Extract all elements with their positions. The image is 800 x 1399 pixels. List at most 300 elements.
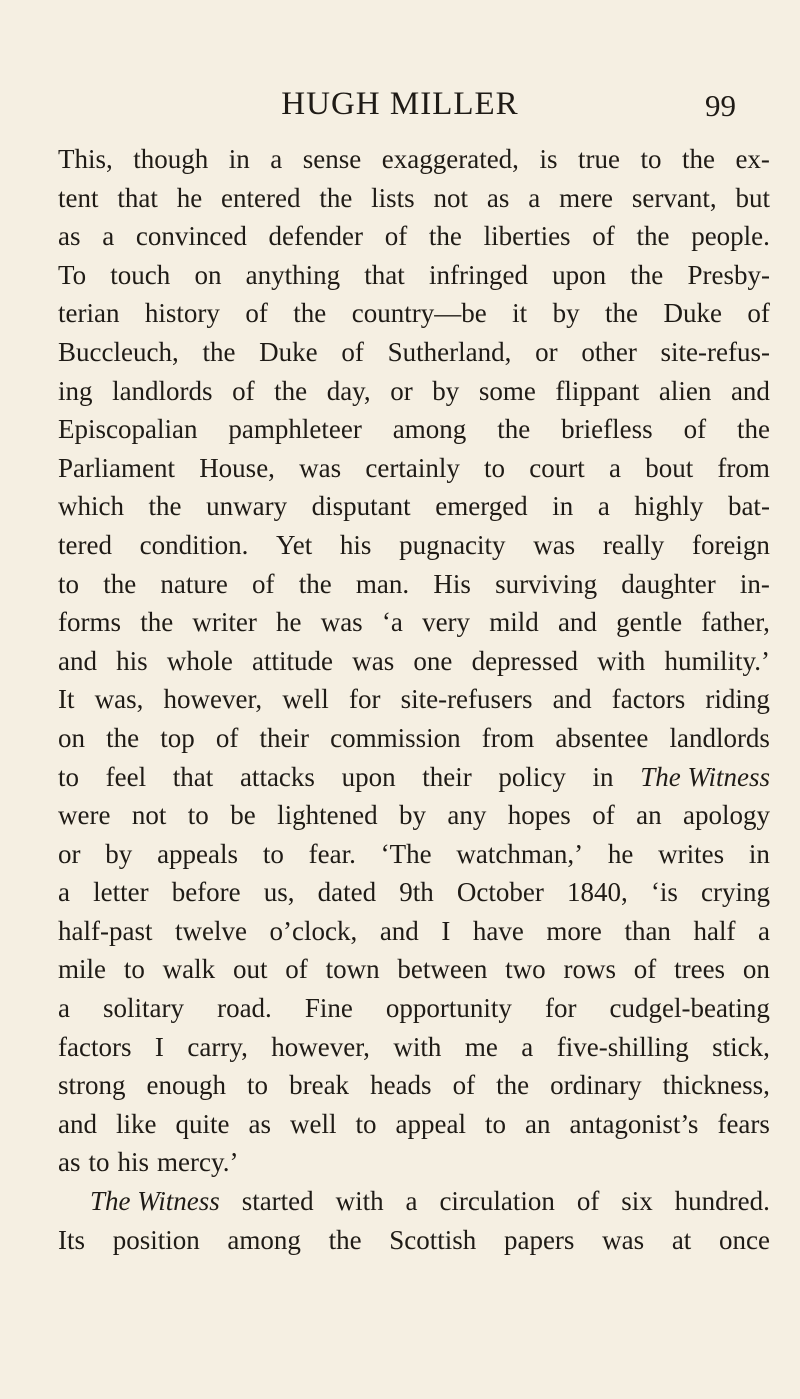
word: his — [339, 529, 372, 560]
word: flippant — [555, 375, 640, 406]
word: was — [320, 607, 363, 638]
word: a — [521, 1031, 534, 1062]
word: The Witness — [640, 761, 770, 792]
text-line — [58, 1143, 770, 1182]
text-line — [58, 372, 770, 411]
word: servant, — [631, 182, 717, 213]
word: a — [758, 915, 770, 946]
word: the — [496, 1070, 530, 1101]
word: in — [228, 144, 250, 174]
word: as — [58, 221, 81, 252]
word: for — [544, 993, 577, 1024]
word: riding — [705, 684, 770, 715]
word: carry, — [187, 1031, 248, 1062]
text-line — [58, 333, 770, 372]
word: father, — [701, 607, 770, 638]
word: on — [58, 722, 85, 753]
word: to — [247, 1070, 269, 1101]
word: he — [276, 607, 302, 638]
word: he — [607, 838, 634, 869]
word: gentle — [616, 607, 683, 638]
word: to — [484, 452, 506, 483]
word: or — [58, 838, 81, 869]
word: His — [433, 568, 471, 599]
word: disputant — [311, 491, 411, 522]
word: road. — [217, 993, 272, 1024]
text-line — [58, 526, 770, 565]
word: antagonist’s — [569, 1108, 699, 1139]
word: cudgel-beating — [609, 993, 770, 1024]
word: ing — [58, 375, 93, 406]
word: to — [262, 838, 284, 869]
word: forms — [58, 607, 121, 638]
word: the — [140, 607, 174, 638]
word: I — [154, 1031, 164, 1062]
word: that — [172, 761, 214, 792]
body-text — [58, 140, 770, 1259]
word: the — [497, 414, 531, 445]
word: among — [227, 1224, 301, 1255]
word: position — [112, 1224, 200, 1255]
word: and — [557, 607, 597, 638]
word: as — [58, 1147, 81, 1178]
word: from — [717, 452, 770, 483]
word: 1840, — [567, 877, 628, 908]
word: writes — [658, 838, 725, 869]
word: was, — [94, 684, 144, 715]
word: humility.’ — [664, 645, 770, 676]
word: among — [392, 414, 467, 445]
word: to — [484, 1108, 506, 1139]
word: to — [58, 568, 80, 599]
word: however, — [271, 1031, 370, 1062]
word: were — [58, 800, 111, 831]
word: not — [433, 182, 469, 213]
word: Duke — [259, 336, 318, 367]
word: six — [621, 1186, 653, 1217]
word: some — [478, 375, 536, 406]
word: emerged — [435, 491, 528, 522]
word: two — [505, 954, 546, 985]
word: upon — [552, 259, 607, 290]
word: pugnacity — [399, 529, 506, 560]
word: and — [58, 645, 97, 676]
word: by — [399, 800, 426, 831]
word: the — [737, 414, 770, 445]
word: site-refus- — [660, 336, 770, 367]
text-line — [58, 410, 770, 449]
word: site-refusers — [400, 684, 533, 715]
word: convinced — [135, 221, 247, 252]
word: Buccleuch, — [58, 336, 179, 367]
word: his — [117, 1147, 150, 1178]
word: of — [341, 336, 364, 367]
word: was — [352, 645, 395, 676]
word: or — [535, 336, 558, 367]
word: by — [552, 298, 580, 329]
word: any — [447, 800, 487, 831]
word: entered — [221, 182, 301, 213]
word: appeals — [157, 838, 239, 869]
word: of — [683, 414, 707, 445]
word: of — [232, 375, 255, 406]
word: and — [730, 375, 770, 406]
word: to — [640, 144, 662, 174]
word: Parliament — [58, 452, 175, 483]
word: circulation — [439, 1186, 555, 1217]
word: true — [577, 144, 620, 174]
word: with — [393, 1031, 442, 1062]
word: defender — [268, 221, 363, 252]
word: town — [325, 954, 380, 985]
word: anything — [245, 259, 341, 290]
word: factors — [611, 684, 686, 715]
word: or — [390, 375, 413, 406]
word: top — [160, 722, 195, 753]
word: a — [102, 221, 115, 252]
word: of — [215, 722, 239, 753]
word: very — [422, 607, 471, 638]
word: the — [148, 491, 182, 522]
word: highly — [634, 491, 704, 522]
word: condition. — [139, 529, 249, 560]
word: mile — [58, 954, 106, 985]
word: the — [328, 1224, 362, 1255]
word: mild — [489, 607, 539, 638]
word: Episcopalian — [58, 414, 198, 445]
word: and — [552, 684, 592, 715]
text-line — [58, 758, 770, 797]
word: Scottish — [389, 1224, 477, 1255]
word: his — [116, 645, 148, 676]
word: people. — [691, 221, 770, 252]
word: but — [735, 182, 770, 213]
text-line — [58, 603, 770, 642]
word: alien — [658, 375, 712, 406]
word: policy — [498, 761, 566, 792]
word: to — [58, 761, 80, 792]
word: factors — [58, 1031, 132, 1062]
word: sense — [302, 144, 362, 174]
text-line — [58, 989, 770, 1028]
word: started — [241, 1186, 314, 1217]
word: out — [232, 954, 268, 985]
text-line — [58, 1028, 770, 1067]
word: me — [464, 1031, 498, 1062]
word: appeal — [395, 1108, 466, 1139]
word: The Witness — [90, 1186, 220, 1217]
text-line — [58, 294, 770, 333]
word: a — [58, 993, 70, 1024]
page-number: 99 — [705, 88, 736, 123]
word: daughter — [621, 568, 716, 599]
word: between — [397, 954, 488, 985]
word: mercy.’ — [157, 1147, 239, 1178]
word: terian — [58, 298, 120, 329]
word: the — [298, 568, 332, 599]
word: exaggerated, — [381, 144, 519, 174]
word: apology — [683, 800, 770, 831]
word: for — [348, 684, 381, 715]
word: This, — [58, 144, 113, 174]
word: tered — [58, 529, 112, 560]
word: It — [58, 684, 75, 715]
word: with — [597, 645, 646, 676]
word: whole — [166, 645, 233, 676]
word: House, — [199, 452, 275, 483]
word: Its — [58, 1224, 85, 1255]
text-line — [58, 835, 770, 874]
word: of — [285, 954, 308, 985]
word: however, — [163, 684, 263, 715]
word: depressed — [471, 645, 579, 676]
word: infringed — [428, 259, 528, 290]
word: hundred. — [674, 1186, 770, 1217]
word: their — [259, 722, 309, 753]
word: mere — [559, 182, 614, 213]
word: the — [630, 259, 664, 290]
text-line — [58, 912, 770, 951]
text-line — [58, 140, 770, 179]
word: the — [202, 336, 236, 367]
word: us, — [263, 877, 295, 908]
word: to — [123, 954, 145, 985]
word: stick, — [712, 1031, 770, 1062]
word: in- — [739, 568, 770, 599]
word: their — [422, 761, 472, 792]
word: touch — [110, 259, 171, 290]
word: day, — [326, 375, 371, 406]
text-line — [58, 1105, 770, 1144]
word: of — [384, 221, 408, 252]
word: I — [441, 915, 451, 946]
word: heads — [370, 1070, 432, 1101]
word: a — [270, 144, 283, 174]
word: ‘is — [650, 877, 678, 908]
word: commission — [330, 722, 461, 753]
word: five-shilling — [556, 1031, 689, 1062]
word: attacks — [239, 761, 315, 792]
word: of — [592, 221, 615, 252]
word: papers — [503, 1224, 575, 1255]
word: country—be — [351, 298, 487, 329]
word: the — [274, 375, 308, 406]
text-line — [58, 487, 770, 526]
word: by — [105, 838, 133, 869]
word: it — [512, 298, 528, 329]
word: other — [581, 336, 637, 367]
word: attitude — [252, 645, 334, 676]
text-line — [58, 680, 770, 719]
word: the — [681, 144, 715, 174]
word: the — [293, 298, 327, 329]
word: an — [636, 800, 662, 831]
word: bat- — [727, 491, 770, 522]
word: by — [432, 375, 460, 406]
word: tent — [58, 182, 99, 213]
word: well — [289, 1108, 337, 1139]
word: and — [58, 1108, 97, 1139]
word: with — [335, 1186, 384, 1217]
text-line — [58, 719, 770, 758]
word: liberties — [483, 221, 571, 252]
word: that — [117, 182, 158, 213]
word: fears — [717, 1108, 770, 1139]
word: on — [194, 259, 222, 290]
word: and — [379, 915, 419, 946]
word: in — [748, 838, 770, 869]
word: trees — [674, 954, 726, 985]
word: history — [144, 298, 220, 329]
word: one — [413, 645, 453, 676]
text-line — [58, 642, 770, 681]
word: surviving — [495, 568, 598, 599]
word: a — [608, 452, 621, 483]
word: really — [602, 529, 665, 560]
word: that — [364, 259, 405, 290]
word: of — [633, 954, 657, 985]
text-line — [58, 1182, 770, 1221]
word: court — [529, 452, 585, 483]
word: half — [693, 915, 736, 946]
word: unwary — [206, 491, 288, 522]
word: to — [187, 800, 209, 831]
word: at — [671, 1224, 692, 1255]
word: more — [546, 915, 602, 946]
word: in — [552, 491, 574, 522]
word: than — [624, 915, 671, 946]
word: before — [171, 877, 241, 908]
text-line — [58, 1221, 770, 1260]
word: solitary — [103, 993, 185, 1024]
word: of — [252, 568, 275, 599]
word: on — [742, 954, 770, 985]
word: well — [282, 684, 329, 715]
word: upon — [341, 761, 396, 792]
word: an — [524, 1108, 551, 1139]
word: half-past — [58, 915, 153, 946]
word: break — [289, 1070, 350, 1101]
word: nature — [160, 568, 228, 599]
text-line — [58, 565, 770, 604]
word: a — [597, 491, 610, 522]
word: dated — [317, 877, 377, 908]
word: he — [176, 182, 203, 213]
word: was — [533, 529, 576, 560]
word: have — [472, 915, 524, 946]
word: to — [88, 1147, 110, 1178]
word: was — [602, 1224, 645, 1255]
word: ex- — [735, 144, 770, 174]
word: which — [58, 491, 124, 522]
word: though — [133, 144, 209, 174]
word: foreign — [691, 529, 770, 560]
word: walk — [162, 954, 216, 985]
text-line — [58, 796, 770, 835]
text-line — [58, 873, 770, 912]
word: the — [636, 221, 670, 252]
word: is — [539, 144, 558, 174]
word: Duke — [663, 298, 722, 329]
word: crying — [701, 877, 770, 908]
word: letter — [93, 877, 149, 908]
word: of — [452, 1070, 476, 1101]
word: Sutherland, — [387, 336, 512, 367]
word: pamphleteer — [228, 414, 362, 445]
word: of — [245, 298, 268, 329]
text-line — [58, 256, 770, 295]
word: Presby- — [687, 259, 770, 290]
word: as — [248, 1108, 271, 1139]
word: a — [58, 877, 70, 908]
word: lightened — [277, 800, 378, 831]
word: opportunity — [385, 993, 512, 1024]
text-line — [58, 179, 770, 218]
word: in — [592, 761, 614, 792]
text-line — [58, 1066, 770, 1105]
word: was — [299, 452, 342, 483]
word: the — [319, 182, 353, 213]
word: fear. — [308, 838, 356, 869]
word: certainly — [365, 452, 460, 483]
word: a — [405, 1186, 418, 1217]
word: the — [605, 298, 639, 329]
word: a — [528, 182, 541, 213]
word: lists — [371, 182, 415, 213]
word: absentee — [555, 722, 649, 753]
word: writer — [192, 607, 257, 638]
word: briefless — [561, 414, 653, 445]
word: from — [481, 722, 535, 753]
word: not — [131, 800, 167, 831]
word: Fine — [304, 993, 353, 1024]
word: feel — [105, 761, 147, 792]
word: landlords — [112, 375, 213, 406]
running-head — [0, 84, 800, 124]
word: To — [58, 259, 87, 290]
word: thickness, — [662, 1070, 770, 1101]
word: to — [355, 1108, 377, 1139]
word: strong — [58, 1070, 126, 1101]
running-title: HUGH MILLER — [281, 86, 519, 122]
word: landlords — [669, 722, 770, 753]
word: o’clock, — [269, 915, 358, 946]
word: man. — [355, 568, 410, 599]
word: ordinary — [550, 1070, 642, 1101]
word: like — [115, 1108, 157, 1139]
word: of — [592, 800, 615, 831]
word: October — [456, 877, 544, 908]
word: watchman,’ — [456, 838, 584, 869]
word: of — [747, 298, 770, 329]
word: 9th — [399, 877, 434, 908]
word: as — [486, 182, 510, 213]
word: ‘The — [380, 838, 432, 869]
word: bout — [645, 452, 694, 483]
text-line — [58, 449, 770, 488]
word: hopes — [507, 800, 571, 831]
word: the — [103, 568, 137, 599]
word: the — [106, 722, 140, 753]
word: rows — [563, 954, 616, 985]
word: twelve — [175, 915, 247, 946]
text-line — [58, 950, 770, 989]
word: Yet — [276, 529, 313, 560]
word: of — [576, 1186, 600, 1217]
word: quite — [175, 1108, 230, 1139]
word: enough — [146, 1070, 227, 1101]
word: ‘a — [381, 607, 403, 638]
